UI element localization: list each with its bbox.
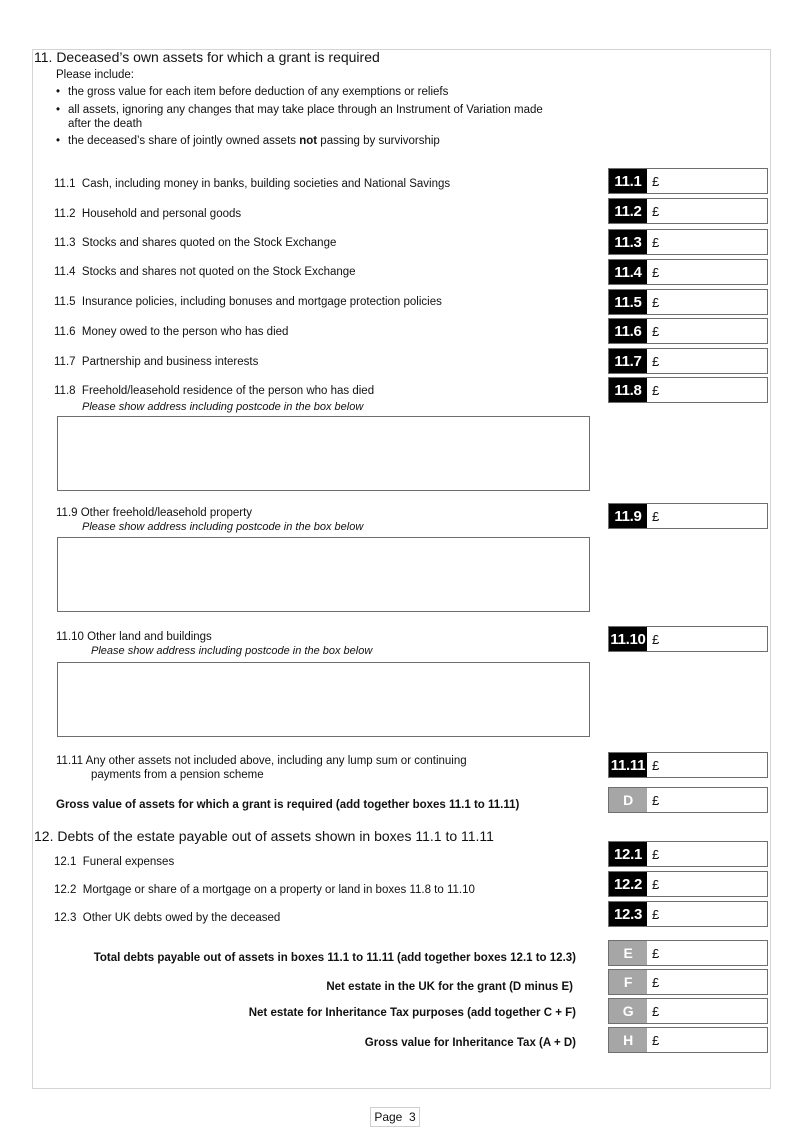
pound-sign: £ bbox=[652, 382, 660, 398]
pound-sign: £ bbox=[652, 974, 660, 990]
box-11-3[interactable] bbox=[608, 229, 768, 255]
box-label: 11.10 bbox=[609, 627, 647, 651]
item-11-10-note: Please show address including postcode in the box below bbox=[91, 645, 373, 657]
section-12-heading: 12. Debts of the estate payable out of assets shown in boxes 11.1 to 11.11 bbox=[34, 828, 494, 844]
box-label: E bbox=[609, 941, 647, 965]
item-11-5-label: 11.5 Insurance policies, including bonuses and mortgage protection policies bbox=[54, 296, 442, 308]
pound-sign: £ bbox=[652, 631, 660, 647]
address-box-11-9[interactable] bbox=[57, 537, 590, 612]
pound-sign: £ bbox=[652, 906, 660, 922]
section-11-heading: 11. Deceased’s own assets for which a grant is required bbox=[34, 49, 380, 65]
pound-sign: £ bbox=[652, 203, 660, 219]
pound-sign: £ bbox=[652, 1003, 660, 1019]
pound-sign: £ bbox=[652, 353, 660, 369]
box-label: 11.8 bbox=[609, 378, 647, 402]
bullet-jointly-owned: • the deceased’s share of jointly owned assets not passing by survivorship bbox=[68, 135, 440, 147]
pound-sign: £ bbox=[652, 757, 660, 773]
box-label: 11.9 bbox=[609, 504, 647, 528]
pound-sign: £ bbox=[652, 173, 660, 189]
gross-value-label: Gross value of assets for which a grant is required (add together boxes 11.1 to 11.11) bbox=[56, 799, 520, 811]
item-11-7-label: 11.7 Partnership and business interests bbox=[54, 356, 259, 368]
box-label: 11.2 bbox=[609, 199, 647, 223]
address-box-11-8[interactable] bbox=[57, 416, 590, 491]
item-11-9-label: 11.9 Other freehold/leasehold property bbox=[56, 507, 253, 519]
box-11-7[interactable] bbox=[608, 348, 768, 374]
box-label: F bbox=[609, 970, 647, 994]
box-label: 11.7 bbox=[609, 349, 647, 373]
gross-value-iht-label: Gross value for Inheritance Tax (A + D) bbox=[364, 1037, 576, 1049]
box-12-3[interactable] bbox=[608, 901, 768, 927]
box-label: 11.4 bbox=[609, 260, 647, 284]
item-12-3-label: 12.3 Other UK debts owed by the deceased bbox=[54, 912, 281, 924]
item-11-10-label: 11.10 Other land and buildings bbox=[56, 631, 212, 643]
box-label: 11.1 bbox=[609, 169, 647, 193]
pound-sign: £ bbox=[652, 1032, 660, 1048]
box-label: 12.2 bbox=[609, 872, 647, 896]
item-11-11-label: 11.11 Any other assets not included above, including any lump sum or continuing bbox=[56, 755, 467, 767]
pound-sign: £ bbox=[652, 846, 660, 862]
box-label: 11.3 bbox=[609, 230, 647, 254]
total-debts-label: Total debts payable out of assets in boxes 11.1 to 11.11 (add together boxes 12.1 to 12.3) bbox=[93, 952, 576, 964]
item-11-2-label: 11.2 Household and personal goods bbox=[54, 208, 242, 220]
box-f[interactable] bbox=[608, 969, 768, 995]
box-11-2[interactable] bbox=[608, 198, 768, 224]
item-11-9-note: Please show address including postcode in the box below bbox=[82, 521, 364, 533]
item-12-2-label: 12.2 Mortgage or share of a mortgage on a property or land in boxes 11.8 to 11.10 bbox=[54, 884, 475, 896]
bullet-all-assets: • all assets, ignoring any changes that may take place through an Instrument of Variation made bbox=[68, 104, 543, 116]
box-label: D bbox=[609, 788, 647, 812]
box-11-8[interactable] bbox=[608, 377, 768, 403]
box-label: 12.3 bbox=[609, 902, 647, 926]
box-label: G bbox=[609, 999, 647, 1023]
please-include-text: Please include: bbox=[56, 69, 134, 81]
item-11-6-label: 11.6 Money owed to the person who has died bbox=[54, 326, 289, 338]
box-label: 11.11 bbox=[609, 753, 647, 777]
address-box-11-10[interactable] bbox=[57, 662, 590, 737]
net-estate-uk-label: Net estate in the UK for the grant (D minus E) bbox=[326, 981, 573, 993]
item-11-4-label: 11.4 Stocks and shares not quoted on the Stock Exchange bbox=[54, 266, 356, 278]
pound-sign: £ bbox=[652, 792, 660, 808]
pound-sign: £ bbox=[652, 234, 660, 250]
box-11-5[interactable] bbox=[608, 289, 768, 315]
item-12-1-label: 12.1 Funeral expenses bbox=[54, 856, 175, 868]
page-number: Page 3 bbox=[370, 1107, 420, 1127]
pound-sign: £ bbox=[652, 876, 660, 892]
item-11-1-label: 11.1 Cash, including money in banks, building societies and National Savings bbox=[54, 178, 451, 190]
box-e[interactable] bbox=[608, 940, 768, 966]
item-11-11-label-cont: payments from a pension scheme bbox=[91, 769, 264, 781]
box-11-9[interactable] bbox=[608, 503, 768, 529]
pound-sign: £ bbox=[652, 323, 660, 339]
box-11-10[interactable] bbox=[608, 626, 768, 652]
box-11-4[interactable] bbox=[608, 259, 768, 285]
box-11-6[interactable] bbox=[608, 318, 768, 344]
box-11-1[interactable] bbox=[608, 168, 768, 194]
pound-sign: £ bbox=[652, 294, 660, 310]
box-g[interactable] bbox=[608, 998, 768, 1024]
item-11-8-note: Please show address including postcode in the box below bbox=[82, 401, 364, 413]
item-11-8-label: 11.8 Freehold/leasehold residence of the person who has died bbox=[54, 385, 375, 397]
box-label: 11.6 bbox=[609, 319, 647, 343]
box-h[interactable] bbox=[608, 1027, 768, 1053]
box-12-1[interactable] bbox=[608, 841, 768, 867]
box-label: H bbox=[609, 1028, 647, 1052]
box-d[interactable] bbox=[608, 787, 768, 813]
box-11-11[interactable] bbox=[608, 752, 768, 778]
bullet-gross-value: • the gross value for each item before deduction of any exemptions or reliefs bbox=[68, 86, 448, 98]
pound-sign: £ bbox=[652, 508, 660, 524]
box-label: 11.5 bbox=[609, 290, 647, 314]
box-label: 12.1 bbox=[609, 842, 647, 866]
pound-sign: £ bbox=[652, 945, 660, 961]
item-11-3-label: 11.3 Stocks and shares quoted on the Stock Exchange bbox=[54, 237, 337, 249]
bullet-all-assets-cont: after the death bbox=[68, 118, 143, 130]
pound-sign: £ bbox=[652, 264, 660, 280]
net-estate-iht-label: Net estate for Inheritance Tax purposes (add together C + F) bbox=[248, 1007, 576, 1019]
box-12-2[interactable] bbox=[608, 871, 768, 897]
